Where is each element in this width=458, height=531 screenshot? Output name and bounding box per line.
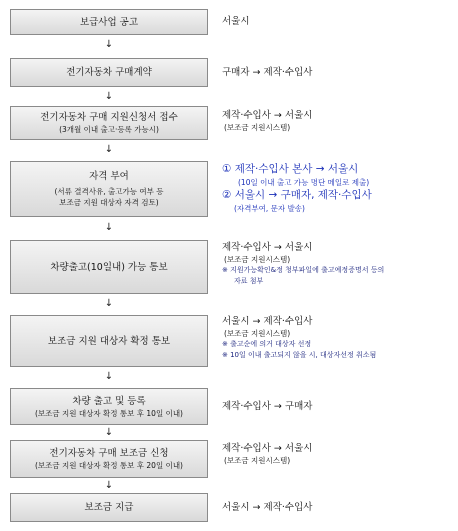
flow-direction: 제작·수입사 → 서울시 [222,443,313,454]
down-arrow-icon: ↓ [104,91,114,102]
step-title: 보조금 지급 [84,502,134,513]
step-box-subsidy-application [10,440,208,478]
side-note-1 [222,15,454,28]
flow-direction: 제작·수입사 → 구매자 [222,401,313,412]
flow-direction-2: ② 서울시 → 구매자, 제작·수입사 [222,189,372,201]
step-title: 전기자동차 구매 보조금 신청 [49,448,169,459]
step-title: 전기자동차 구매계약 [66,67,152,78]
flow-direction: 서울시 → 제작·수입사 [222,502,313,513]
step-box-recipient-confirmation [10,315,208,367]
down-arrow-icon: ↓ [104,144,114,155]
system-label: (보조금 지원시스템) [224,329,291,338]
side-note-6 [222,315,454,361]
side-note-7 [222,400,454,413]
step-subtitle: 보조금 지원 대상자 자격 검토) [59,198,159,207]
step-box-qualification [10,161,208,217]
step-box-vehicle-registration [10,388,208,425]
flow-detail-2: (자격부여, 문자 발송) [234,204,305,213]
side-note-2 [222,66,454,79]
flow-direction: 제작·수입사 → 서울시 [222,110,313,121]
down-arrow-icon: ↓ [104,298,114,309]
step-title: 차량출고(10일내) 가능 통보 [50,261,168,273]
step-title: 차량 출고 및 등록 [72,395,146,407]
down-arrow-icon: ↓ [104,480,114,491]
step-title: 자격 부여 [89,171,129,182]
step-box-announcement [10,9,208,35]
step-box-purchase-contract [10,58,208,87]
flow-direction: 서울시 → 제작·수입사 [222,316,313,327]
step-subtitle: (보조금 지원 대상자 확정 통보 후 20일 이내) [34,461,183,470]
side-note-4 [222,162,454,214]
down-arrow-icon: ↓ [104,39,114,50]
flow-direction: 서울시 [222,16,250,27]
step-title: 보급사업 공고 [79,16,139,28]
down-arrow-icon: ↓ [104,371,114,382]
step-subtitle: (3개월 이내 출고·등록 가능시) [59,125,159,134]
step-box-release-notice [10,240,208,294]
flow-direction: 제작·수입사 → 서울시 [222,242,313,253]
side-note-3 [222,109,454,133]
step-box-subsidy-payment [10,493,208,522]
flow-direction-1: ① 제작·수입사 본사 → 서울시 [222,163,359,175]
system-label: (보조금 지원시스템) [224,255,291,264]
down-arrow-icon: ↓ [104,427,114,438]
note-line: ※ 지원가능확인&정 청부파일에 출고예정증명서 등의 [222,266,385,274]
note-line: 자료 첨부 [234,277,264,285]
note-line: ※ 출고순에 의거 대상자 선정 [222,340,312,348]
step-subtitle: (보조금 지원 대상자 확정 통보 후 10일 이내) [34,408,183,418]
system-label: (보조금 지원시스템) [224,456,291,465]
side-note-5 [222,241,454,287]
down-arrow-icon: ↓ [104,222,114,233]
side-note-8 [222,442,454,466]
side-note-9 [222,501,454,514]
step-title: 전기자동차 구매 지원신청서 접수 [40,112,178,123]
step-title: 보조금 지원 대상자 확정 통보 [47,335,171,347]
step-box-application-receipt [10,106,208,140]
note-line: ※ 10일 이내 출고되지 않을 시, 대상자선정 취소됨 [222,351,377,359]
system-label: (보조금 지원시스템) [224,123,291,132]
flow-detail-1: (10일 이내 출고 가능 명단 메일로 제출) [238,178,370,187]
step-subtitle: (서류 결격사유, 출고가능 여부 등 [54,187,164,196]
flow-direction: 구매자 → 제작·수입사 [222,67,313,78]
